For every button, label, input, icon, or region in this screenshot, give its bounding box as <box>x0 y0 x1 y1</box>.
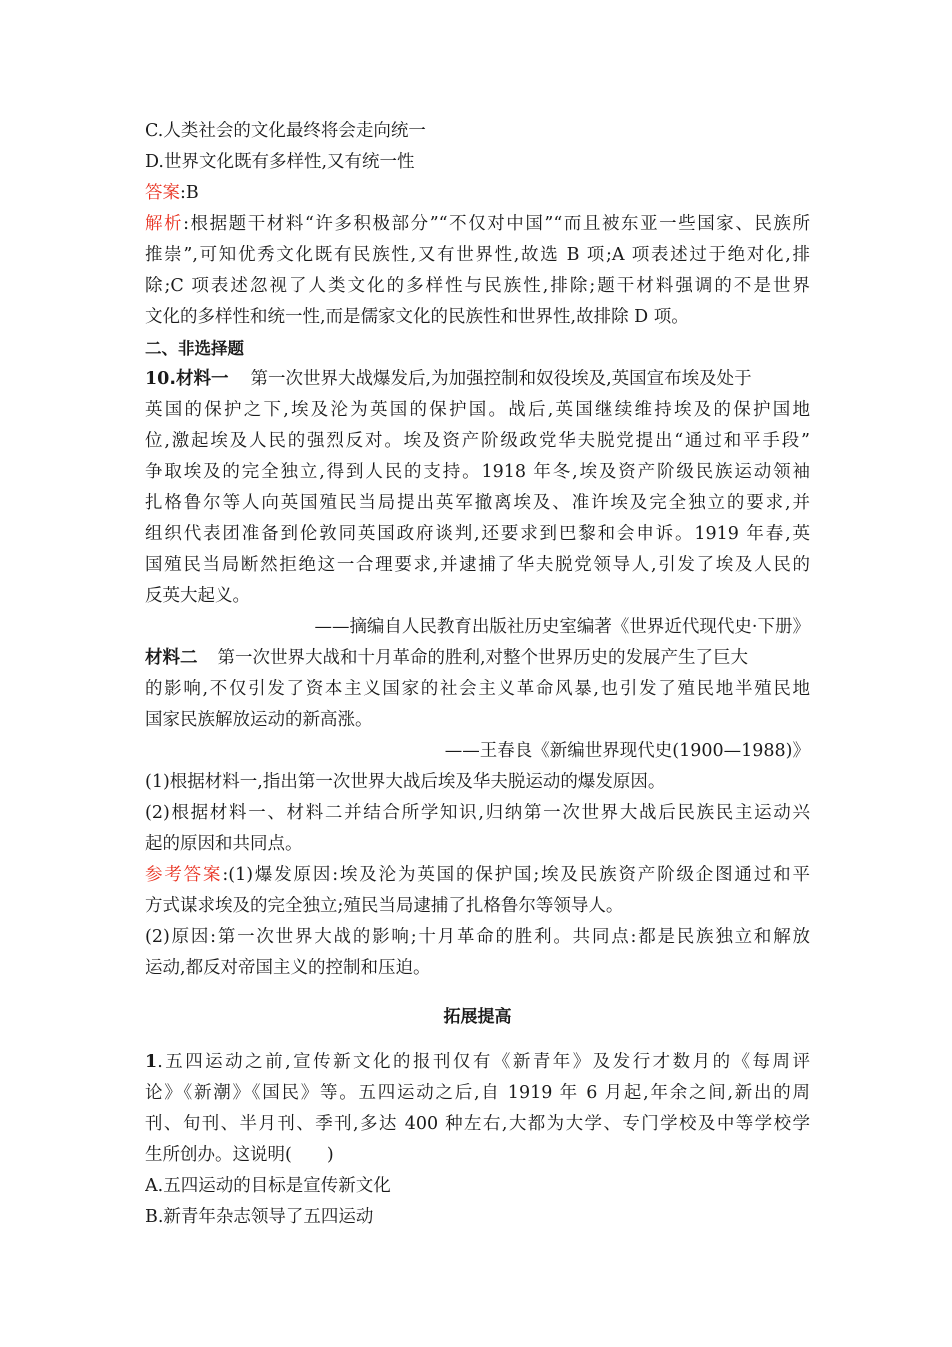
ext-q1-option-a: A.五四运动的目标是宣传新文化 <box>145 1176 391 1196</box>
answer-label: 答案 <box>145 183 180 203</box>
q9-analysis-line: 文化的多样性和统一性,而是儒家文化的民族性和世界性,故排除 D 项。 <box>145 307 689 327</box>
q10-material1-line: 反英大起义。 <box>145 586 250 606</box>
ext-q1-number: 1 <box>145 1052 158 1072</box>
q10-reference-answer-line: 方式谋求埃及的完全独立;殖民当局逮捕了扎格鲁尔等领导人。 <box>145 896 624 916</box>
material2-label: 材料二 <box>145 648 198 668</box>
content-column <box>145 116 810 1233</box>
q10-material1-line: 国殖民当局断然拒绝这一合理要求,并逮捕了华夫脱党领导人,引发了埃及人民的 <box>145 555 810 575</box>
q10-material1-line: 扎格鲁尔等人向英国殖民当局提出英军撤离埃及、准许埃及完全独立的要求,并 <box>145 493 810 513</box>
q10-reference-answer-line: 参考答案:(1)爆发原因:埃及沦为英国的保护国;埃及民族资产阶级企图通过和平 <box>145 865 810 885</box>
section-title-nonchoice: 二、非选择题 <box>145 339 244 358</box>
material1-source: ——摘编自人民教育出版社历史室编著《世界近代现代史·下册》 <box>314 617 810 637</box>
q9-option-c: C.人类社会的文化最终将会走向统一 <box>145 121 426 141</box>
q10-question-1: (1)根据材料一,指出第一次世界大战后埃及华夫脱运动的爆发原因。 <box>145 772 666 792</box>
q10-question-2-line: 起的原因和共同点。 <box>145 834 303 854</box>
q10-reference-answer-line: (2)原因:第一次世界大战的影响;十月革命的胜利。共同点:都是民族独立和解放 <box>145 927 810 947</box>
material1-label: .材料一 <box>169 369 229 389</box>
ext-q1-stem-line: 生所创办。这说明( ) <box>145 1145 334 1165</box>
q9-answer <box>145 178 810 209</box>
q10-material2-line: 国家民族解放运动的新高涨。 <box>145 710 373 730</box>
q10-question-2-line: (2)根据材料一、材料二并结合所学知识,归纳第一次世界大战后民族民主运动兴 <box>145 803 810 823</box>
q10-material1-line: 争取埃及的完全独立,得到人民的支持。1918 年冬,埃及资产阶级民族运动领袖 <box>145 462 810 482</box>
spacer <box>145 984 810 1002</box>
q10-material1-line: 组织代表团准备到伦敦同英国政府谈判,还要求到巴黎和会申诉。1919 年春,英 <box>145 524 810 544</box>
q9-option-d: D.世界文化既有多样性,又有统一性 <box>145 152 415 172</box>
q10-material1-line: 位,激起埃及人民的强烈反对。埃及资产阶级政党华夫脱党提出“通过和平手段” <box>145 431 810 451</box>
analysis-label: 解析 <box>145 214 184 234</box>
ext-q1-stem-line: 刊、旬刊、半月刊、季刊,多达 400 种左右,大都为大学、专门学校及中等学校学 <box>145 1114 810 1134</box>
ext-q1-option-b: B.新青年杂志领导了五四运动 <box>145 1207 374 1227</box>
q10-number: 10 <box>145 369 170 389</box>
spacer <box>145 1033 810 1047</box>
q9-analysis-line: 推崇”,可知优秀文化既有民族性,又有世界性,故选 B 项;A 项表述过于绝对化,排 <box>145 245 810 265</box>
q10-material2-line: 的影响,不仅引发了资本主义国家的社会主义革命风暴,也引发了殖民地半殖民地 <box>145 679 810 699</box>
reference-answer-label: 参考答案 <box>145 865 223 885</box>
q10-material1-line: 英国的保护之下,埃及沦为英国的保护国。战后,英国继续维持埃及的保护国地 <box>145 400 810 420</box>
material2-source: ——王春良《新编世界现代史(1900—1988)》 <box>444 741 810 761</box>
q10-material2-line: 材料二 第一次世界大战和十月革命的胜利,对整个世界历史的发展产生了巨大 <box>145 648 749 668</box>
ext-q1-stem-line: 1.五四运动之前,宣传新文化的报刊仅有《新青年》及发行才数月的《每周评 <box>145 1052 810 1072</box>
q10-material1-line: 10.材料一 第一次世界大战爆发后,为加强控制和奴役埃及,英国宣布埃及处于 <box>145 369 752 389</box>
ext-q1-stem-line: 论》《新潮》《国民》等。五四运动之后,自 1919 年 6 月起,年余之间,新出的周 <box>145 1083 810 1103</box>
q9-analysis-line: 解析:根据题干材料“许多积极部分”“不仅对中国”“而且被东亚一些国家、民族所 <box>145 214 810 234</box>
q9-analysis-line: 除;C 项表述忽视了人类文化的多样性与民族性,排除;题干材料强调的不是世界 <box>145 276 810 296</box>
section-title-extension: 拓展提高 <box>443 1007 512 1027</box>
answer-value: :B <box>180 183 199 203</box>
q10-reference-answer-line: 运动,都反对帝国主义的控制和压迫。 <box>145 958 431 978</box>
